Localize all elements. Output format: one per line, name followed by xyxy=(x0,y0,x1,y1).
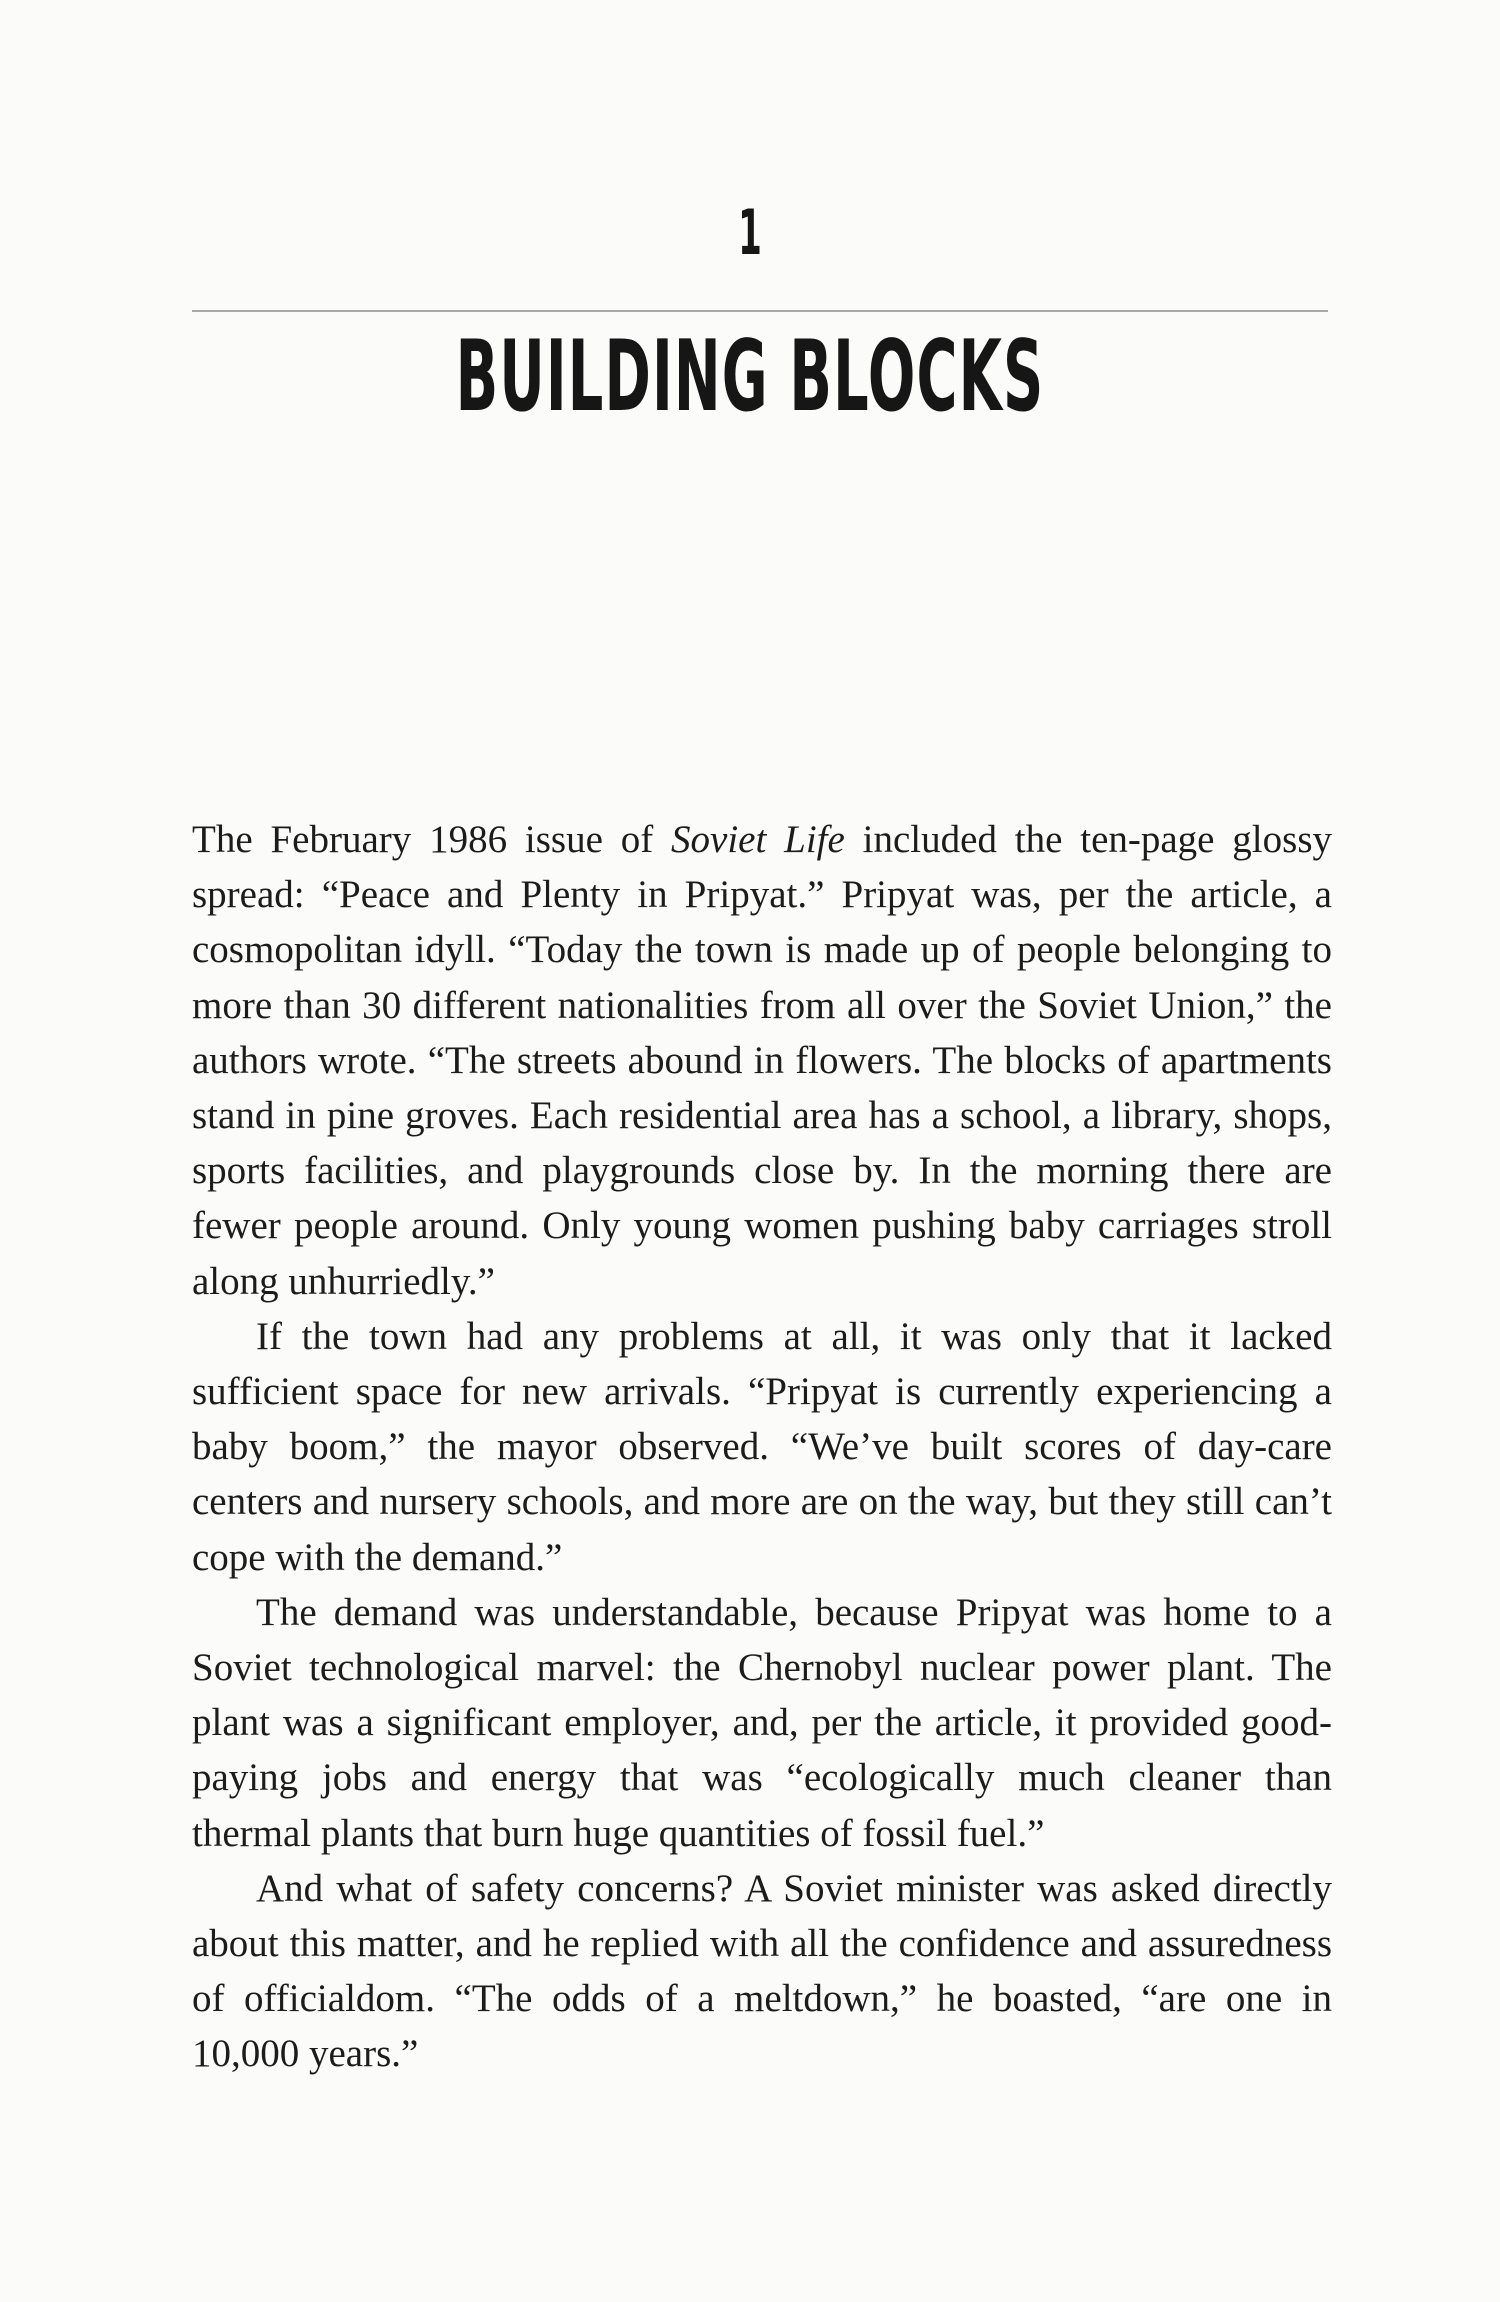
chapter-divider xyxy=(192,310,1328,312)
paragraph-3: The demand was understandable, because Pripyat was home to a Soviet technological marvel: the Chernobyl nuclear power plant. The plant was a significant employer, and, per the article, it provided good-paying jobs and energy that was “ecologically much cleaner than thermal plants that burn huge quantities of fossil fuel.” xyxy=(192,1590,1332,1855)
paragraph-2: If the town had any problems at all, it was only that it lacked sufficient space for new arrivals. “Pripyat is currently experiencing a baby boom,” the mayor observed. “We’ve built scores of day-care centers and nursery schools, and more are on the way, but they still can’t cope with the demand.” xyxy=(192,1314,1332,1579)
paragraph-4: And what of safety concerns? A Soviet minister was asked directly about this matter, and he replied with all the confidence and assuredness of officialdom. “The odds of a meltdown,” he boasted, “are one in 10,000 years.” xyxy=(192,1866,1332,2076)
paragraph-1-rest: included the ten-page glossy spread: “Peace and Plenty in Pripyat.” Pripyat was, per the article, a cosmopolitan idyll. “Today the town is made up of people belonging to more than 30 different nationalities from all over the Soviet Union,” the authors wrote. “The streets abound in flowers. The blocks of apartments stand in pine groves. Each residential area has a school, a library, shops, sports facilities, and playgrounds close by. In the morning there are fewer people around. Only young women pushing baby carriages stroll along unhurriedly.” xyxy=(192,818,1333,1303)
chapter-body xyxy=(192,812,1332,2082)
chapter-title: BUILDING BLOCKS xyxy=(455,320,1045,434)
magazine-title: Soviet Life xyxy=(671,818,845,861)
paragraph-1-lead: The February 1986 issue of xyxy=(192,818,672,861)
paragraph-1 xyxy=(192,812,1332,1309)
chapter-number: 1 xyxy=(738,196,762,269)
